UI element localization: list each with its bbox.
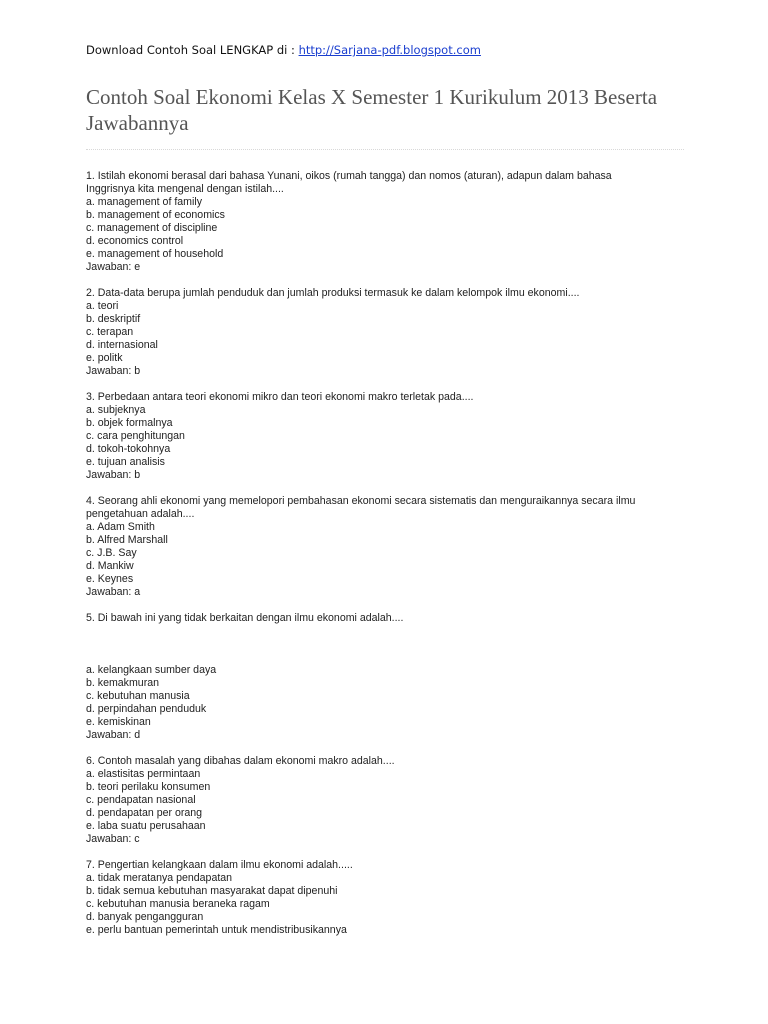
question-list (86, 170, 686, 950)
question-5 (86, 612, 686, 742)
question-7 (86, 859, 686, 937)
option-d: d. pendapatan per orang (86, 807, 203, 819)
option-b: b. kemakmuran (86, 677, 160, 689)
question-text: 2. Data-data berupa jumlah penduduk dan jumlah produksi termasuk ke dalam kelompok ilmu ekonomi.... (86, 287, 580, 299)
option-a: a. teori (86, 300, 119, 312)
option-b: b. tidak semua kebutuhan masyarakat dapat dipenuhi (86, 885, 338, 897)
document-title: Contoh Soal Ekonomi Kelas X Semester 1 Kurikulum 2013 Beserta Jawabannya (86, 85, 658, 135)
option-d: d. tokoh-tokohnya (86, 443, 171, 455)
question-text: 1. Istilah ekonomi berasal dari bahasa Yunani, oikos (rumah tangga) dan nomos (aturan), adapun dalam bahasa Inggrisnya kita mengenal dengan istilah.... (86, 170, 612, 195)
blog-link[interactable]: http://Sarjana-pdf.blogspot.com (298, 43, 481, 57)
option-d: d. Mankiw (86, 560, 134, 572)
answer: Jawaban: c (86, 833, 140, 845)
option-b: b. management of economics (86, 209, 225, 221)
answer: Jawaban: a (86, 586, 141, 598)
option-a: a. Adam Smith (86, 521, 155, 533)
option-list (86, 768, 686, 833)
option-b: b. teori perilaku konsumen (86, 781, 211, 793)
option-c: c. terapan (86, 326, 134, 338)
option-a: a. kelangkaan sumber daya (86, 664, 217, 676)
option-d: d. internasional (86, 339, 158, 351)
option-e: e. tujuan analisis (86, 456, 165, 468)
option-c: c. J.B. Say (86, 547, 137, 559)
question-1 (86, 170, 686, 274)
option-e: e. Keynes (86, 573, 134, 585)
option-a: a. tidak meratanya pendapatan (86, 872, 233, 884)
option-d: d. economics control (86, 235, 184, 247)
option-e: e. management of household (86, 248, 224, 260)
option-b: b. objek formalnya (86, 417, 173, 429)
blank-space (86, 625, 686, 664)
option-e: e. kemiskinan (86, 716, 151, 728)
option-list (86, 521, 686, 586)
option-b: b. Alfred Marshall (86, 534, 168, 546)
answer: Jawaban: d (86, 729, 141, 741)
option-list (86, 404, 686, 469)
option-list (86, 664, 686, 729)
question-2 (86, 287, 686, 378)
download-header (86, 43, 481, 57)
option-c: c. management of discipline (86, 222, 218, 234)
title-divider (86, 149, 684, 150)
answer: Jawaban: b (86, 469, 141, 481)
option-list (86, 196, 686, 261)
option-c: c. kebutuhan manusia (86, 690, 190, 702)
option-e: e. politk (86, 352, 123, 364)
option-e: e. laba suatu perusahaan (86, 820, 206, 832)
option-d: d. banyak pengangguran (86, 911, 204, 923)
question-text: 4. Seorang ahli ekonomi yang memelopori pembahasan ekonomi secara sistematis dan menguraikannya secara ilmu pengetahuan adalah.... (86, 495, 636, 520)
question-text: 5. Di bawah ini yang tidak berkaitan dengan ilmu ekonomi adalah.... (86, 612, 404, 624)
option-a: a. elastisitas permintaan (86, 768, 201, 780)
answer: Jawaban: e (86, 261, 141, 273)
download-header-text: Download Contoh Soal LENGKAP di : (86, 43, 299, 57)
option-list (86, 300, 686, 365)
option-b: b. deskriptif (86, 313, 141, 325)
option-c: c. pendapatan nasional (86, 794, 196, 806)
question-text: 3. Perbedaan antara teori ekonomi mikro dan teori ekonomi makro terletak pada.... (86, 391, 474, 403)
question-text: 6. Contoh masalah yang dibahas dalam ekonomi makro adalah.... (86, 755, 395, 767)
option-c: c. cara penghitungan (86, 430, 185, 442)
option-c: c. kebutuhan manusia beraneka ragam (86, 898, 270, 910)
option-list (86, 872, 686, 937)
option-a: a. subjeknya (86, 404, 146, 416)
answer: Jawaban: b (86, 365, 141, 377)
option-d: d. perpindahan penduduk (86, 703, 207, 715)
question-6 (86, 755, 686, 846)
question-text: 7. Pengertian kelangkaan dalam ilmu ekonomi adalah..... (86, 859, 353, 871)
option-a: a. management of family (86, 196, 202, 208)
question-4 (86, 495, 686, 599)
question-3 (86, 391, 686, 482)
option-e: e. perlu bantuan pemerintah untuk mendistribusikannya (86, 924, 347, 936)
